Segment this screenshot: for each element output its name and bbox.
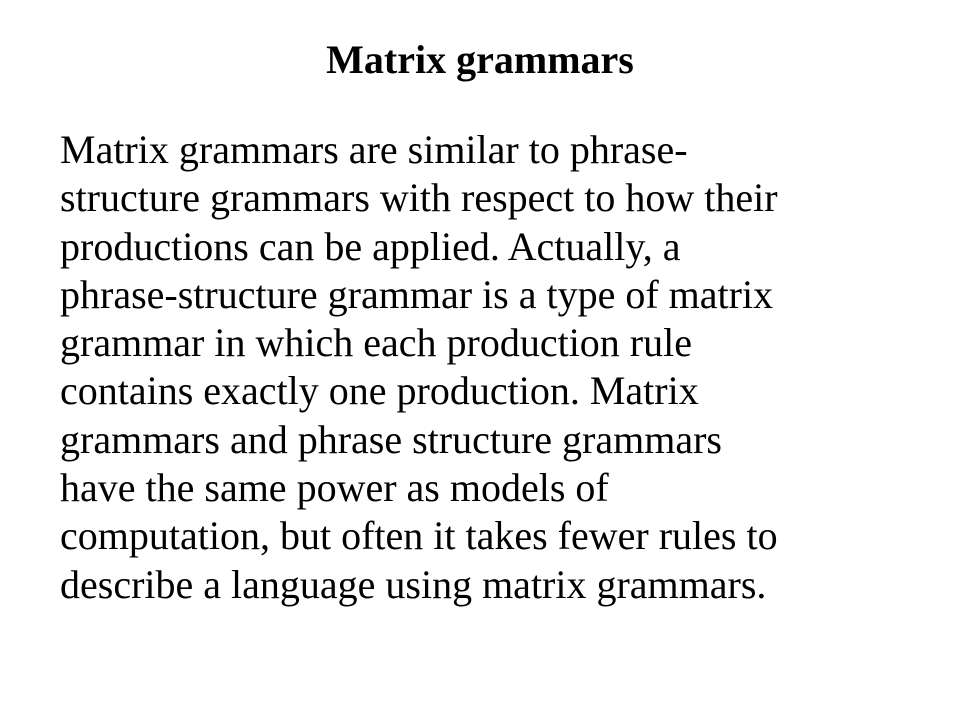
body-line: grammars and phrase structure grammars [60,416,722,462]
slide-body-text [60,126,940,609]
body-line: computation, but often it takes fewer rules to [60,513,778,559]
body-line: productions can be applied. Actually, a [60,223,681,269]
body-line: structure grammars with respect to how their [60,175,778,221]
body-line: describe a language using matrix grammars. [60,561,767,607]
body-line: grammar in which each production rule [60,320,692,366]
body-line: have the same power as models of [60,465,609,511]
body-line: Matrix grammars are similar to phrase- [60,127,688,172]
body-line: phrase-structure grammar is a type of matrix [60,271,774,317]
body-line: contains exactly one production. Matrix [60,368,699,414]
slide-title: Matrix grammars [326,37,634,82]
